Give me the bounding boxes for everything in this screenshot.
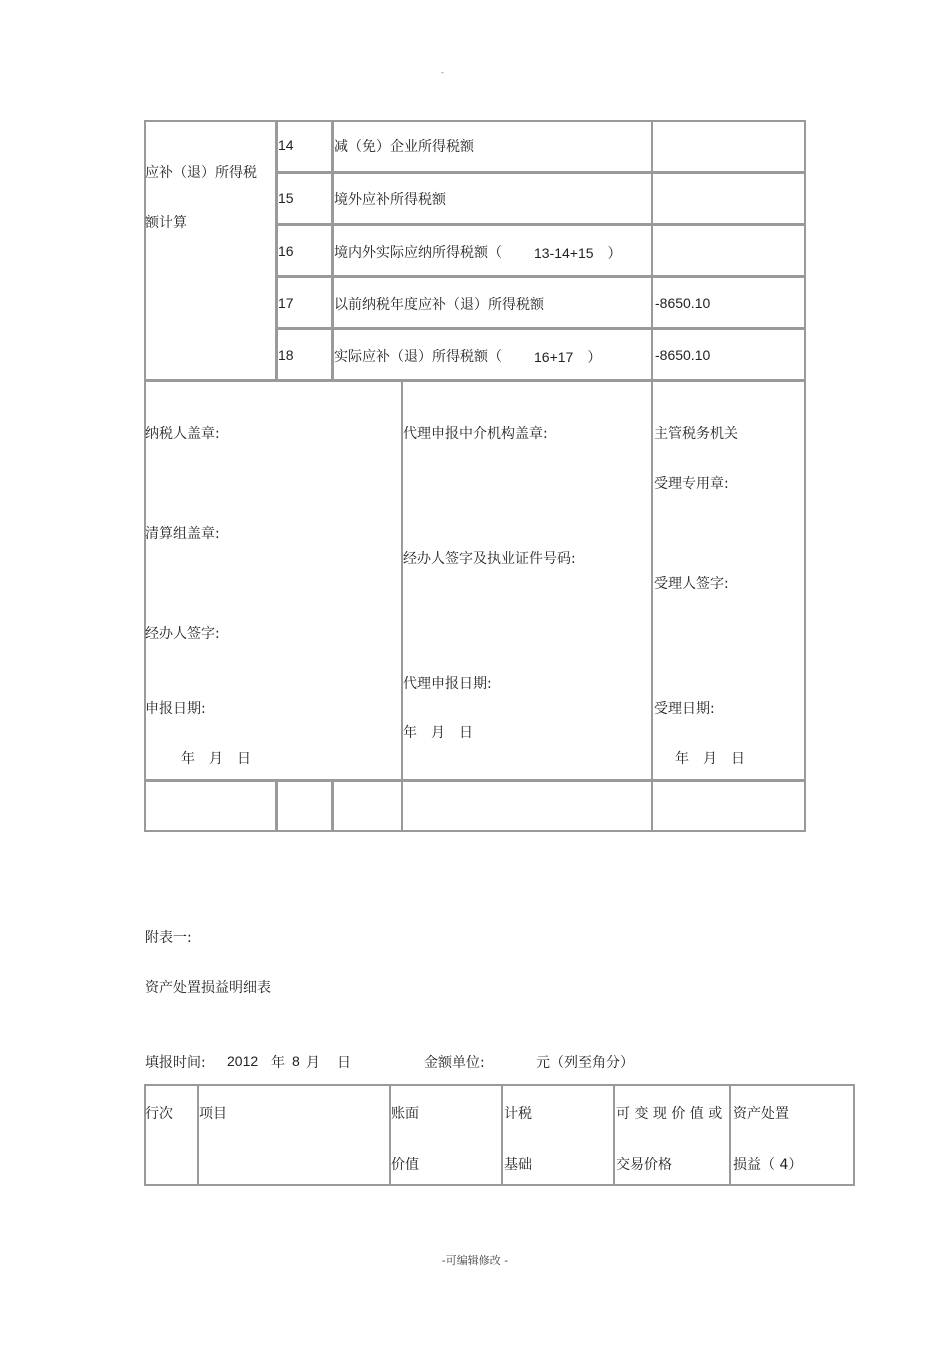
row-item: 境内外实际应纳所得税额（ bbox=[334, 245, 502, 261]
empty-cell bbox=[144, 780, 277, 832]
header-cell bbox=[144, 1084, 199, 1186]
header-cell bbox=[197, 1084, 391, 1186]
row-value-cell bbox=[651, 172, 806, 225]
authority-seal-label: 受理专用章: bbox=[654, 476, 729, 492]
section-label-line1: 应补（退）所得税 bbox=[145, 165, 257, 181]
agent-seal-label: 代理申报中介机构盖章: bbox=[403, 426, 548, 442]
row-number: 18 bbox=[278, 347, 294, 363]
fill-time-label: 填报时间: bbox=[145, 1055, 206, 1071]
row-item: 实际应补（退）所得税额（ bbox=[334, 349, 502, 365]
agent-date-label: 代理申报日期: bbox=[403, 676, 492, 692]
row-number: 15 bbox=[278, 190, 294, 206]
row-formula: 16+17 ） bbox=[534, 349, 602, 365]
header-item: 项目 bbox=[199, 1106, 227, 1122]
row-value-cell bbox=[651, 120, 806, 173]
row-item: 境外应补所得税额 bbox=[334, 192, 446, 208]
unit-value: 元（列至角分） bbox=[536, 1055, 634, 1071]
row-item: 以前纳税年度应补（退）所得税额 bbox=[334, 297, 544, 313]
row-value: -8650.10 bbox=[655, 295, 711, 311]
row-number: 14 bbox=[278, 137, 294, 153]
empty-cell bbox=[276, 780, 333, 832]
authority-label: 主管税务机关 bbox=[654, 426, 738, 442]
handler-sign-label: 经办人签字: bbox=[145, 626, 220, 642]
month-char: 月 bbox=[306, 1055, 320, 1071]
unit-label: 金额单位: bbox=[424, 1055, 485, 1071]
appendix-label: 附表一: bbox=[145, 930, 192, 946]
section-label-cell bbox=[144, 120, 277, 381]
agent-date-ymd: 年 月 日 bbox=[403, 725, 473, 741]
empty-cell bbox=[332, 780, 403, 832]
year-char: 年 bbox=[271, 1055, 285, 1071]
header-row-number: 行次 bbox=[145, 1106, 173, 1122]
row-item: 减（免）企业所得税额 bbox=[334, 139, 474, 155]
declare-date-label: 申报日期: bbox=[145, 701, 206, 717]
header-tax-basis-l1: 计税 bbox=[504, 1106, 532, 1122]
header-disposal-gain-l1: 资产处置 bbox=[733, 1106, 789, 1122]
receive-date-label: 受理日期: bbox=[654, 701, 715, 717]
header-realizable-value-l1: 可 变 现 价 值 或 bbox=[616, 1106, 723, 1122]
empty-cell bbox=[651, 780, 806, 832]
row-number: 16 bbox=[278, 243, 294, 259]
receiver-sign-label: 受理人签字: bbox=[654, 576, 729, 592]
taxpayer-seal-label: 纳税人盖章: bbox=[145, 426, 220, 442]
row-value: -8650.10 bbox=[655, 347, 711, 363]
header-book-value-l1: 账面 bbox=[391, 1106, 419, 1122]
section-label-line2: 额计算 bbox=[145, 215, 187, 231]
header-disposal-gain-l2: 损益（ 4） bbox=[733, 1157, 803, 1173]
row-number: 17 bbox=[278, 295, 294, 311]
page-footer: -可编辑修改 - bbox=[441, 1254, 509, 1267]
receive-date-ymd: 年 月 日 bbox=[675, 751, 745, 767]
appendix-title: 资产处置损益明细表 bbox=[145, 980, 271, 996]
header-book-value-l2: 价值 bbox=[391, 1157, 419, 1173]
header-realizable-value-l2: 交易价格 bbox=[616, 1157, 672, 1173]
fill-month: 8 bbox=[292, 1053, 300, 1069]
header-tax-basis-l2: 基础 bbox=[504, 1157, 532, 1173]
row-formula: 13-14+15 ） bbox=[534, 245, 622, 261]
empty-cell bbox=[401, 780, 653, 832]
agent-handler-label: 经办人签字及执业证件号码: bbox=[403, 551, 576, 567]
fill-year: 2012 bbox=[227, 1053, 259, 1069]
declare-date-ymd: 年 月 日 bbox=[181, 751, 251, 767]
top-mark: - bbox=[441, 68, 444, 77]
day-char: 日 bbox=[337, 1055, 351, 1071]
liquidation-seal-label: 清算组盖章: bbox=[145, 526, 220, 542]
row-value-cell bbox=[651, 224, 806, 277]
